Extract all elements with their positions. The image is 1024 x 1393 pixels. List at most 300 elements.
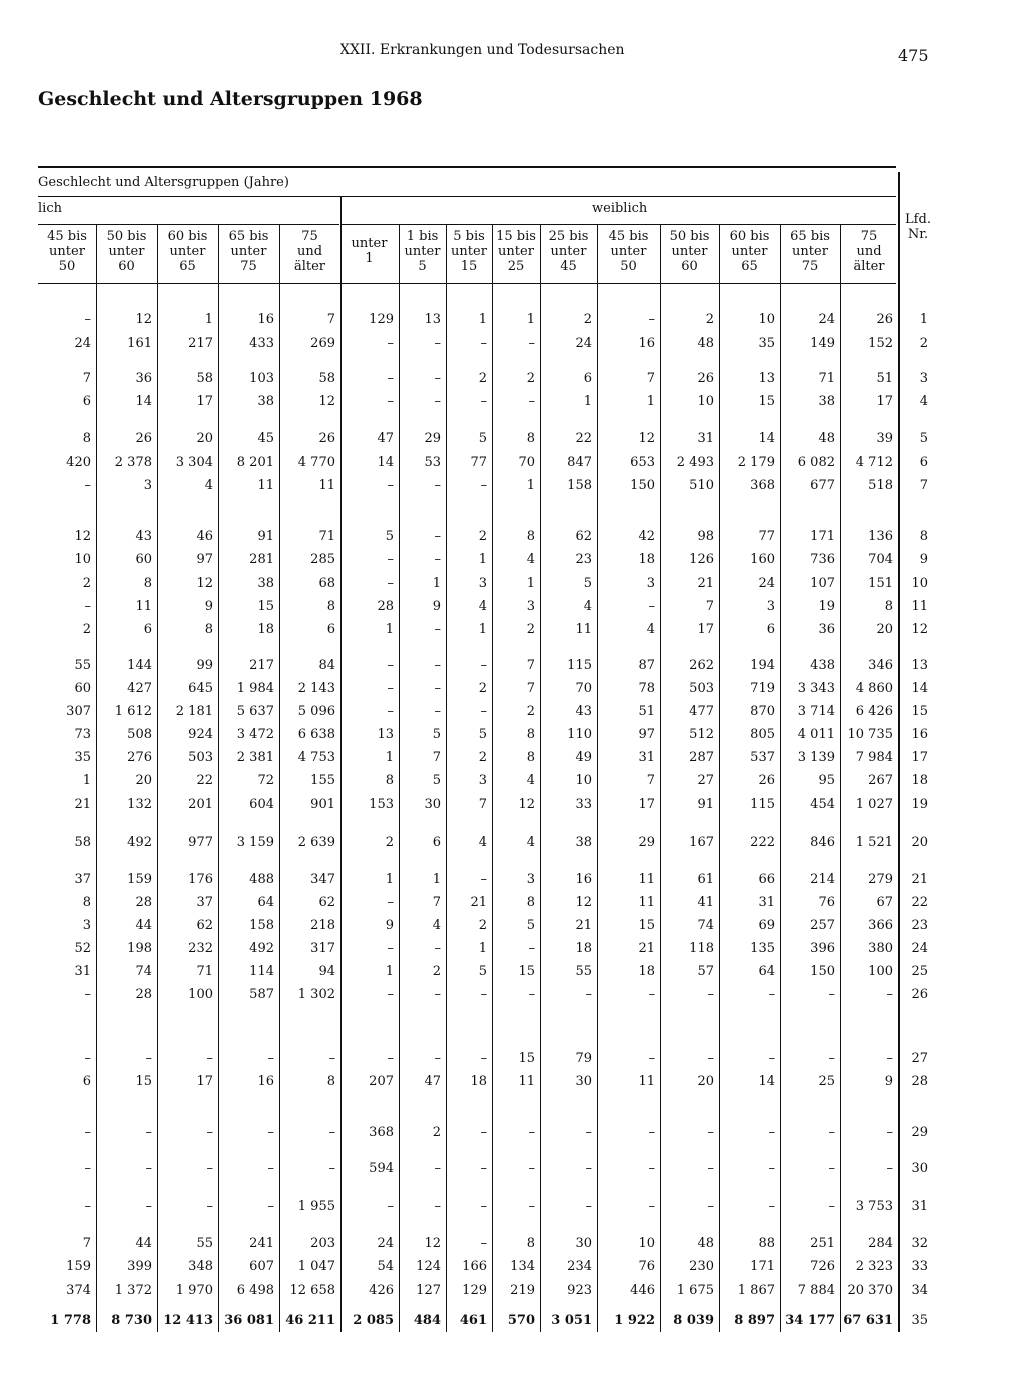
column-header: 75 und älter <box>853 229 885 274</box>
table-cell: 44 <box>135 1236 152 1251</box>
table-cell: 9 <box>385 918 394 933</box>
row-number: 8 <box>919 529 928 544</box>
table-cell: 399 <box>127 1259 152 1274</box>
table-cell: 276 <box>127 750 152 765</box>
table-cell: 11 <box>575 622 592 637</box>
table-cell: 262 <box>689 658 714 673</box>
table-cell: 158 <box>249 918 274 933</box>
table-cell: 4 712 <box>855 455 893 470</box>
table-cell: 12 <box>74 529 91 544</box>
table-cell: 12 658 <box>289 1283 335 1298</box>
row-number: 19 <box>911 797 928 812</box>
table-cell: – <box>886 1161 893 1176</box>
table-cell: 2 <box>478 750 487 765</box>
table-cell: 160 <box>750 552 775 567</box>
table-cell: 3 <box>526 872 535 887</box>
table-cell: 1 <box>583 394 592 409</box>
table-row <box>0 478 1024 498</box>
table-cell: – <box>387 478 394 493</box>
table-cell: – <box>768 1199 775 1214</box>
table-cell: 8 <box>385 773 394 788</box>
row-number: 27 <box>911 1051 928 1066</box>
table-cell: – <box>434 478 441 493</box>
table-cell: 11 <box>318 478 335 493</box>
table-cell: – <box>707 1125 714 1140</box>
table-cell: – <box>434 941 441 956</box>
row-number: 25 <box>911 964 928 979</box>
table-cell: – <box>145 1161 152 1176</box>
table-cell: 14 <box>135 394 152 409</box>
table-cell: 198 <box>127 941 152 956</box>
table-cell: – <box>434 1051 441 1066</box>
table-cell: 1 <box>432 576 441 591</box>
table-cell: 78 <box>638 681 655 696</box>
table-cell: – <box>768 1051 775 1066</box>
table-cell: 12 <box>638 431 655 446</box>
table-cell: 60 <box>135 552 152 567</box>
table-cell: 55 <box>74 658 91 673</box>
table-cell: – <box>145 1051 152 1066</box>
table-cell: 18 <box>257 622 274 637</box>
table-cell: 176 <box>188 872 213 887</box>
table-cell: 126 <box>689 552 714 567</box>
table-cell: 20 370 <box>847 1283 893 1298</box>
table-cell: 166 <box>462 1259 487 1274</box>
table-row <box>0 599 1024 619</box>
table-cell: 285 <box>310 552 335 567</box>
table-cell: 11 <box>638 895 655 910</box>
table-cell: 1 867 <box>737 1283 775 1298</box>
table-cell: 42 <box>638 529 655 544</box>
table-cell: 53 <box>424 455 441 470</box>
table-cell: 726 <box>810 1259 835 1274</box>
sex-label-male: lich <box>38 201 62 216</box>
table-cell: 284 <box>868 1236 893 1251</box>
table-cell: – <box>206 1199 213 1214</box>
table-cell: 454 <box>810 797 835 812</box>
table-cell: 10 <box>74 552 91 567</box>
table-cell: 6 498 <box>236 1283 274 1298</box>
table-cell: 13 <box>758 371 775 386</box>
table-cell: 4 770 <box>297 455 335 470</box>
table-cell: 49 <box>575 750 592 765</box>
table-cell: 74 <box>697 918 714 933</box>
table-row <box>0 941 1024 961</box>
table-cell: 8 <box>143 576 152 591</box>
table-cell: 60 <box>74 681 91 696</box>
row-number: 22 <box>911 895 928 910</box>
table-cell: – <box>387 371 394 386</box>
table-cell: 8 <box>526 529 535 544</box>
table-cell: 30 <box>424 797 441 812</box>
table-cell: 18 <box>470 1074 487 1089</box>
table-cell: 2 <box>82 622 91 637</box>
table-cell: – <box>480 478 487 493</box>
table-cell: 6 638 <box>297 727 335 742</box>
table-cell: 426 <box>369 1283 394 1298</box>
table-cell: 161 <box>127 336 152 351</box>
table-cell: 503 <box>188 750 213 765</box>
table-cell: 28 <box>135 895 152 910</box>
table-cell: 48 <box>818 431 835 446</box>
table-cell: 144 <box>127 658 152 673</box>
table-cell: 62 <box>196 918 213 933</box>
table-cell: 719 <box>750 681 775 696</box>
table-cell: 11 <box>638 872 655 887</box>
table-cell: 1 <box>385 872 394 887</box>
table-row <box>0 552 1024 572</box>
table-cell: 29 <box>424 431 441 446</box>
table-cell: 64 <box>257 895 274 910</box>
table-cell: 446 <box>630 1283 655 1298</box>
table-cell: 136 <box>868 529 893 544</box>
table-cell: 7 <box>82 1236 91 1251</box>
table-cell: 5 <box>432 727 441 742</box>
table-cell: – <box>145 1199 152 1214</box>
table-cell: 2 378 <box>114 455 152 470</box>
table-cell: – <box>387 941 394 956</box>
table-cell: 58 <box>196 371 213 386</box>
table-cell: 4 860 <box>855 681 893 696</box>
table-cell: – <box>828 1125 835 1140</box>
table-cell: 2 181 <box>175 704 213 719</box>
table-cell: 158 <box>567 478 592 493</box>
table-cell: 805 <box>750 727 775 742</box>
table-cell: – <box>267 1051 274 1066</box>
table-cell: 3 304 <box>175 455 213 470</box>
table-cell: 43 <box>135 529 152 544</box>
table-cell: 24 <box>818 312 835 327</box>
table-cell: 8 <box>526 1236 535 1251</box>
table-cell: 3 139 <box>797 750 835 765</box>
table-cell: 20 <box>876 622 893 637</box>
table-cell: 492 <box>249 941 274 956</box>
table-cell: 6 426 <box>855 704 893 719</box>
table-cell: 19 <box>818 599 835 614</box>
table-cell: 103 <box>249 371 274 386</box>
table-cell: – <box>528 394 535 409</box>
row-number: 1 <box>919 312 928 327</box>
table-cell: 1 047 <box>297 1259 335 1274</box>
table-cell: 22 <box>196 773 213 788</box>
table-cell: 73 <box>74 727 91 742</box>
table-cell: 54 <box>377 1259 394 1274</box>
table-cell: 704 <box>868 552 893 567</box>
table-cell: – <box>585 1199 592 1214</box>
table-cell: 76 <box>638 1259 655 1274</box>
table-cell: 24 <box>74 336 91 351</box>
table-row <box>0 431 1024 451</box>
table-cell: 194 <box>750 658 775 673</box>
table-cell: 2 <box>526 371 535 386</box>
table-cell: – <box>84 1161 91 1176</box>
table-cell: 153 <box>369 797 394 812</box>
table-cell: – <box>328 1161 335 1176</box>
table-cell: – <box>434 1161 441 1176</box>
table-cell: – <box>84 987 91 1002</box>
table-row <box>0 1236 1024 1256</box>
table-cell: 5 <box>526 918 535 933</box>
table-cell: 22 <box>575 431 592 446</box>
table-cell: 97 <box>638 727 655 742</box>
table-cell: 201 <box>188 797 213 812</box>
column-header: 45 bis unter 50 <box>47 229 87 274</box>
table-cell: 2 <box>583 312 592 327</box>
table-cell: 149 <box>810 336 835 351</box>
table-cell: 134 <box>510 1259 535 1274</box>
table-cell: 41 <box>697 895 714 910</box>
table-cell: 2 323 <box>855 1259 893 1274</box>
row-number: 21 <box>911 872 928 887</box>
table-cell: 29 <box>638 835 655 850</box>
header-bottom-rule <box>38 283 896 284</box>
table-cell: 6 <box>583 371 592 386</box>
table-cell: – <box>387 987 394 1002</box>
table-cell: 1 <box>526 478 535 493</box>
table-cell: 129 <box>369 312 394 327</box>
table-row <box>0 797 1024 817</box>
table-cell: 8 <box>526 727 535 742</box>
table-cell: 10 <box>758 312 775 327</box>
table-cell: 2 <box>705 312 714 327</box>
table-cell: 4 <box>478 599 487 614</box>
table-cell: 44 <box>135 918 152 933</box>
table-cell: 4 <box>646 622 655 637</box>
table-cell: 3 159 <box>236 835 274 850</box>
table-row <box>0 1313 1024 1333</box>
table-cell: 91 <box>257 529 274 544</box>
table-cell: 7 <box>526 681 535 696</box>
table-cell: 25 <box>818 1074 835 1089</box>
table-cell: – <box>648 312 655 327</box>
table-cell: 71 <box>318 529 335 544</box>
column-header: 25 bis unter 45 <box>548 229 589 274</box>
table-cell: 17 <box>196 394 213 409</box>
table-cell: – <box>828 987 835 1002</box>
table-cell: 503 <box>689 681 714 696</box>
table-cell: 68 <box>318 576 335 591</box>
table-cell: 38 <box>257 394 274 409</box>
table-cell: 508 <box>127 727 152 742</box>
table-cell: 2 <box>432 964 441 979</box>
table-cell: 28 <box>377 599 394 614</box>
table-cell: – <box>387 895 394 910</box>
table-cell: 8 <box>884 599 893 614</box>
table-cell: 287 <box>689 750 714 765</box>
table-cell: 5 <box>385 529 394 544</box>
table-cell: 5 096 <box>297 704 335 719</box>
table-row <box>0 987 1024 1007</box>
table-cell: 46 <box>196 529 213 544</box>
table-cell: 2 639 <box>297 835 335 850</box>
table-cell: – <box>84 599 91 614</box>
table-cell: 21 <box>470 895 487 910</box>
table-cell: 17 <box>638 797 655 812</box>
table-cell: – <box>648 1199 655 1214</box>
table-cell: 1 302 <box>297 987 335 1002</box>
table-row <box>0 658 1024 678</box>
table-cell: 5 <box>478 964 487 979</box>
table-cell: – <box>387 552 394 567</box>
table-row <box>0 455 1024 475</box>
table-cell: – <box>707 1161 714 1176</box>
table-cell: – <box>528 941 535 956</box>
table-row <box>0 750 1024 770</box>
column-header: 65 bis unter 75 <box>790 229 830 274</box>
table-cell: 923 <box>567 1283 592 1298</box>
table-cell: 1 <box>204 312 213 327</box>
table-cell: 1 <box>526 576 535 591</box>
table-cell: 64 <box>758 964 775 979</box>
table-cell: 37 <box>196 895 213 910</box>
table-cell: 4 <box>583 599 592 614</box>
column-header: 60 bis unter 65 <box>167 229 208 274</box>
table-cell: 16 <box>257 312 274 327</box>
page-number: 475 <box>898 46 929 65</box>
table-cell: 3 <box>766 599 775 614</box>
table-cell: – <box>707 1051 714 1066</box>
table-cell: 7 <box>432 750 441 765</box>
table-cell: 21 <box>74 797 91 812</box>
table-cell: 4 <box>478 835 487 850</box>
table-cell: – <box>768 1161 775 1176</box>
table-cell: 9 <box>884 1074 893 1089</box>
table-cell: 267 <box>868 773 893 788</box>
table-cell: – <box>585 1161 592 1176</box>
table-cell: 99 <box>196 658 213 673</box>
table-row <box>0 918 1024 938</box>
table-cell: – <box>707 1199 714 1214</box>
table-cell: 484 <box>413 1313 441 1328</box>
table-cell: 2 143 <box>297 681 335 696</box>
table-cell: 736 <box>810 552 835 567</box>
table-cell: – <box>480 1199 487 1214</box>
table-cell: 16 <box>575 872 592 887</box>
table-cell: 13 <box>377 727 394 742</box>
table-cell: – <box>585 987 592 1002</box>
table-cell: – <box>480 1051 487 1066</box>
table-cell: – <box>528 987 535 1002</box>
table-cell: 604 <box>249 797 274 812</box>
table-cell: 88 <box>758 1236 775 1251</box>
table-cell: 171 <box>750 1259 775 1274</box>
row-number: 5 <box>919 431 928 446</box>
table-cell: 97 <box>196 552 213 567</box>
table-cell: 2 <box>526 704 535 719</box>
table-cell: 5 637 <box>236 704 274 719</box>
table-cell: 55 <box>575 964 592 979</box>
table-cell: – <box>387 394 394 409</box>
table-cell: 91 <box>697 797 714 812</box>
row-number: 17 <box>911 750 928 765</box>
table-cell: – <box>206 1161 213 1176</box>
table-row <box>0 727 1024 747</box>
table-cell: 203 <box>310 1236 335 1251</box>
table-cell: 152 <box>868 336 893 351</box>
row-number: 33 <box>911 1259 928 1274</box>
table-cell: 924 <box>188 727 213 742</box>
table-cell: 115 <box>750 797 775 812</box>
table-cell: 8 039 <box>673 1313 714 1328</box>
table-cell: 11 <box>518 1074 535 1089</box>
table-cell: 645 <box>188 681 213 696</box>
table-cell: 28 <box>135 987 152 1002</box>
table-cell: 18 <box>575 941 592 956</box>
table-cell: 52 <box>74 941 91 956</box>
table-cell: 846 <box>810 835 835 850</box>
table-cell: 512 <box>689 727 714 742</box>
table-cell: 2 085 <box>353 1313 394 1328</box>
table-cell: 3 <box>82 918 91 933</box>
table-cell: 12 413 <box>163 1313 213 1328</box>
table-cell: – <box>648 1125 655 1140</box>
table-cell: 124 <box>416 1259 441 1274</box>
table-cell: 58 <box>318 371 335 386</box>
table-cell: – <box>480 1236 487 1251</box>
table-cell: 6 <box>766 622 775 637</box>
row-number: 12 <box>911 622 928 637</box>
table-cell: 217 <box>188 336 213 351</box>
table-cell: – <box>267 1199 274 1214</box>
table-cell: 9 <box>432 599 441 614</box>
table-cell: 7 984 <box>855 750 893 765</box>
table-cell: 1 <box>385 964 394 979</box>
table-cell: 1 027 <box>855 797 893 812</box>
table-cell: – <box>528 1125 535 1140</box>
table-cell: – <box>480 394 487 409</box>
row-number: 30 <box>911 1161 928 1176</box>
table-cell: 3 <box>143 478 152 493</box>
table-row <box>0 1125 1024 1145</box>
table-cell: 151 <box>868 576 893 591</box>
table-cell: 6 <box>432 835 441 850</box>
table-cell: 2 <box>478 918 487 933</box>
table-cell: – <box>480 987 487 1002</box>
table-cell: 977 <box>188 835 213 850</box>
table-cell: 5 <box>432 773 441 788</box>
table-cell: 15 <box>257 599 274 614</box>
table-cell: – <box>434 394 441 409</box>
table-cell: 77 <box>470 455 487 470</box>
table-cell: – <box>206 1051 213 1066</box>
table-cell: 14 <box>758 1074 775 1089</box>
table-row <box>0 394 1024 414</box>
row-number: 15 <box>911 704 928 719</box>
table-cell: – <box>768 1125 775 1140</box>
table-cell: 218 <box>310 918 335 933</box>
table-cell: 9 <box>204 599 213 614</box>
table-cell: 4 <box>526 773 535 788</box>
table-cell: 2 179 <box>737 455 775 470</box>
table-cell: 607 <box>249 1259 274 1274</box>
sex-label-female: weiblich <box>592 201 648 216</box>
table-cell: 31 <box>74 964 91 979</box>
table-cell: 219 <box>510 1283 535 1298</box>
table-cell: – <box>585 1125 592 1140</box>
table-cell: 12 <box>135 312 152 327</box>
table-cell: 8 897 <box>734 1313 775 1328</box>
table-cell: – <box>145 1125 152 1140</box>
table-cell: 132 <box>127 797 152 812</box>
running-header: XXII. Erkrankungen und Todesursachen <box>340 42 625 58</box>
row-number: 23 <box>911 918 928 933</box>
table-cell: 8 <box>526 750 535 765</box>
table-cell: 380 <box>868 941 893 956</box>
table-cell: – <box>480 1125 487 1140</box>
table-row <box>0 622 1024 642</box>
table-cell: 150 <box>630 478 655 493</box>
table-cell: 27 <box>697 773 714 788</box>
